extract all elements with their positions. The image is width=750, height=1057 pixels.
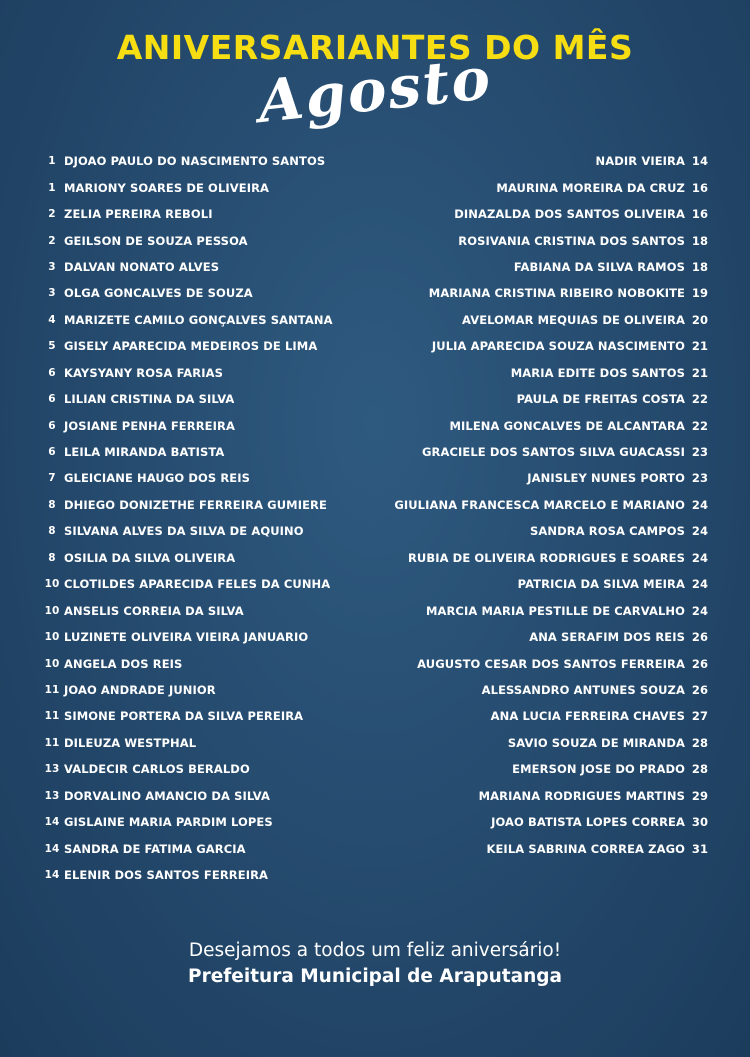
birthday-day: 14 — [44, 842, 60, 855]
list-item — [40, 545, 360, 571]
birthday-day: 18 — [691, 233, 709, 248]
birthday-name: GLEICIANE HAUGO DOS REIS — [64, 471, 251, 486]
list-item — [360, 677, 715, 703]
footer-greeting: Desejamos a todos um feliz aniversário! — [188, 940, 562, 961]
birthday-name: KAYSYANY ROSA FARIAS — [64, 365, 223, 380]
birthday-name: DHIEGO DONIZETHE FERREIRA GUMIERE — [64, 497, 327, 512]
birthday-day: 20 — [691, 312, 709, 327]
birthday-day: 24 — [691, 497, 709, 512]
birthday-name: SANDRA ROSA CAMPOS — [529, 524, 685, 539]
birthday-day: 11 — [44, 736, 60, 749]
birthday-name: JOSIANE PENHA FERREIRA — [64, 418, 235, 433]
birthday-name: JOAO BATISTA LOPES CORREA — [491, 815, 685, 830]
birthday-day: 24 — [691, 524, 709, 539]
list-item — [40, 280, 360, 306]
list-item — [40, 703, 360, 729]
list-item — [360, 703, 715, 729]
list-item — [360, 360, 715, 386]
birthday-day: 14 — [44, 816, 60, 829]
birthday-day: 22 — [691, 392, 709, 407]
birthday-name: MARIONY SOARES DE OLIVEIRA — [64, 180, 270, 195]
list-item — [40, 730, 360, 756]
birthday-day: 2 — [48, 208, 56, 221]
list-item — [360, 307, 715, 333]
birthday-name: EMERSON JOSE DO PRADO — [512, 762, 685, 777]
birthday-name: VALDECIR CARLOS BERALDO — [64, 762, 250, 777]
footer-organization: Prefeitura Municipal de Araputanga — [188, 966, 562, 987]
list-item — [40, 360, 360, 386]
birthday-day: 16 — [691, 207, 709, 222]
birthday-name: PATRICIA DA SILVA MEIRA — [517, 577, 685, 592]
birthday-name: GIULIANA FRANCESCA MARCELO E MARIANO — [394, 497, 685, 512]
birthday-day: 10 — [44, 578, 60, 591]
birthday-day: 26 — [691, 630, 709, 645]
birthday-day: 13 — [44, 763, 60, 776]
birthday-name: LILIAN CRISTINA DA SILVA — [64, 392, 235, 407]
birthday-name: KEILA SABRINA CORREA ZAGO — [486, 841, 685, 856]
birthday-day: 16 — [691, 180, 709, 195]
birthday-day: 23 — [691, 445, 709, 460]
list-item — [360, 280, 715, 306]
birthday-name: MARCIA MARIA PESTILLE DE CARVALHO — [425, 603, 685, 618]
list-item — [360, 227, 715, 253]
list-item — [40, 650, 360, 676]
birthday-day: 5 — [48, 340, 56, 353]
birthday-day: 29 — [691, 788, 709, 803]
list-item — [40, 148, 360, 174]
list-item — [360, 254, 715, 280]
birthday-name: AUGUSTO CESAR DOS SANTOS FERREIRA — [417, 656, 685, 671]
birthday-day: 7 — [48, 472, 56, 485]
list-item — [360, 756, 715, 782]
list-item — [40, 174, 360, 200]
birthday-name: RUBIA DE OLIVEIRA RODRIGUES E SOARES — [407, 550, 685, 565]
birthday-name: MAURINA MOREIRA DA CRUZ — [496, 180, 685, 195]
list-item — [360, 783, 715, 809]
birthday-day: 24 — [691, 577, 709, 592]
birthday-name: LUZINETE OLIVEIRA VIEIRA JANUARIO — [64, 630, 309, 645]
list-item — [40, 677, 360, 703]
birthday-name: GEILSON DE SOUZA PESSOA — [64, 233, 248, 248]
birthday-name: CLOTILDES APARECIDA FELES DA CUNHA — [64, 577, 331, 592]
birthday-day: 28 — [691, 735, 709, 750]
list-item — [360, 201, 715, 227]
birthday-name: DILEUZA WESTPHAL — [64, 735, 197, 750]
birthday-name: MARIANA CRISTINA RIBEIRO NOBOKITE — [428, 286, 685, 301]
list-item — [40, 624, 360, 650]
birthday-name: SILVANA ALVES DA SILVA DE AQUINO — [64, 524, 304, 539]
birthday-day: 21 — [691, 339, 709, 354]
birthday-name: PAULA DE FREITAS COSTA — [516, 392, 685, 407]
birthday-name: ELENIR DOS SANTOS FERREIRA — [64, 868, 269, 883]
birthday-name: LEILA MIRANDA BATISTA — [64, 445, 225, 460]
birthday-day: 23 — [691, 471, 709, 486]
birthday-name: AVELOMAR MEQUIAS DE OLIVEIRA — [461, 312, 685, 327]
birthday-name: MARIANA RODRIGUES MARTINS — [478, 788, 685, 803]
birthday-name: DJOAO PAULO DO NASCIMENTO SANTOS — [64, 154, 326, 169]
birthday-name: NADIR VIEIRA — [595, 154, 685, 169]
birthday-name: MARIA EDITE DOS SANTOS — [510, 365, 685, 380]
list-item — [40, 756, 360, 782]
list-item — [360, 545, 715, 571]
list-item — [40, 386, 360, 412]
birthday-day: 6 — [48, 366, 56, 379]
birthday-name: ROSIVANIA CRISTINA DOS SANTOS — [458, 233, 685, 248]
birthday-name: GISELY APARECIDA MEDEIROS DE LIMA — [64, 339, 318, 354]
list-item — [40, 835, 360, 861]
list-item — [360, 439, 715, 465]
birthday-day: 10 — [44, 631, 60, 644]
birthday-day: 30 — [691, 815, 709, 830]
list-item — [40, 783, 360, 809]
list-item — [360, 571, 715, 597]
list-item — [40, 254, 360, 280]
birthday-day: 10 — [44, 657, 60, 670]
birthday-day: 10 — [44, 604, 60, 617]
birthday-day: 1 — [48, 181, 56, 194]
birthday-name: ANA LUCIA FERREIRA CHAVES — [490, 709, 685, 724]
list-item — [360, 809, 715, 835]
birthday-day: 8 — [48, 551, 56, 564]
birthday-name: SAVIO SOUZA DE MIRANDA — [507, 735, 685, 750]
birthday-day: 14 — [691, 154, 709, 169]
birthday-name: FABIANA DA SILVA RAMOS — [513, 259, 685, 274]
list-item — [40, 439, 360, 465]
birthday-name: OSILIA DA SILVA OLIVEIRA — [64, 550, 236, 565]
birthday-day: 2 — [48, 234, 56, 247]
list-item — [40, 492, 360, 518]
list-item — [360, 174, 715, 200]
list-item — [360, 465, 715, 491]
birthday-name: DALVAN NONATO ALVES — [64, 259, 220, 274]
birthday-list-left — [40, 148, 360, 888]
list-item — [40, 571, 360, 597]
birthday-day: 11 — [44, 683, 60, 696]
birthday-name: MARIZETE CAMILO GONÇALVES SANTANA — [64, 312, 333, 327]
birthday-day: 4 — [48, 313, 56, 326]
birthday-name: SIMONE PORTERA DA SILVA PEREIRA — [64, 709, 304, 724]
list-item — [360, 730, 715, 756]
birthday-name: ANGELA DOS REIS — [64, 656, 183, 671]
list-item — [360, 412, 715, 438]
birthday-day: 28 — [691, 762, 709, 777]
birthday-name: ANA SERAFIM DOS REIS — [529, 630, 685, 645]
birthday-name: JANISLEY NUNES PORTO — [527, 471, 685, 486]
list-item — [40, 333, 360, 359]
list-item — [40, 227, 360, 253]
list-item — [40, 412, 360, 438]
list-item — [40, 809, 360, 835]
birthday-name: SANDRA DE FATIMA GARCIA — [64, 841, 246, 856]
birthday-day: 11 — [44, 710, 60, 723]
birthday-day: 21 — [691, 365, 709, 380]
list-item — [40, 518, 360, 544]
birthday-day: 18 — [691, 259, 709, 274]
birthday-name: JOAO ANDRADE JUNIOR — [64, 682, 216, 697]
birthday-day: 1 — [48, 155, 56, 168]
list-item — [360, 333, 715, 359]
birthday-day: 8 — [48, 498, 56, 511]
birthday-list-right — [360, 148, 715, 862]
list-item — [360, 624, 715, 650]
list-item — [360, 148, 715, 174]
month-script-title: Agosto — [254, 43, 496, 137]
list-item — [40, 862, 360, 888]
birthday-day: 8 — [48, 525, 56, 538]
birthday-day: 6 — [48, 446, 56, 459]
birthday-day: 19 — [691, 286, 709, 301]
birthday-day: 27 — [691, 709, 709, 724]
birthday-day: 24 — [691, 603, 709, 618]
birthday-day: 13 — [44, 789, 60, 802]
birthday-day: 6 — [48, 419, 56, 432]
list-item — [360, 650, 715, 676]
birthday-name: ALESSANDRO ANTUNES SOUZA — [481, 682, 685, 697]
list-item — [360, 492, 715, 518]
birthday-name: JULIA APARECIDA SOUZA NASCIMENTO — [431, 339, 685, 354]
list-item — [40, 465, 360, 491]
page-title: ANIVERSARIANTES DO MÊS — [116, 28, 634, 67]
birthday-day: 26 — [691, 656, 709, 671]
birthday-day: 24 — [691, 550, 709, 565]
birthday-name: MILENA GONCALVES DE ALCANTARA — [449, 418, 685, 433]
birthday-day: 22 — [691, 418, 709, 433]
birthday-day: 6 — [48, 393, 56, 406]
list-item — [360, 386, 715, 412]
list-item — [40, 307, 360, 333]
list-item — [360, 597, 715, 623]
list-item — [360, 835, 715, 861]
list-item — [360, 518, 715, 544]
birthday-day: 14 — [44, 869, 60, 882]
birthday-name: GISLAINE MARIA PARDIM LOPES — [64, 815, 273, 830]
birthday-name: GRACIELE DOS SANTOS SILVA GUACASSI — [422, 445, 685, 460]
birthday-day: 3 — [48, 287, 56, 300]
birthday-day: 31 — [691, 841, 709, 856]
birthday-name: DORVALINO AMANCIO DA SILVA — [64, 788, 270, 803]
birthday-name: DINAZALDA DOS SANTOS OLIVEIRA — [454, 207, 685, 222]
birthday-day: 3 — [48, 260, 56, 273]
birthday-day: 26 — [691, 682, 709, 697]
birthday-name: OLGA GONCALVES DE SOUZA — [64, 286, 253, 301]
birthday-name: ANSELIS CORREIA DA SILVA — [64, 603, 244, 618]
list-item — [40, 201, 360, 227]
birthday-name: ZELIA PEREIRA REBOLI — [64, 207, 213, 222]
list-item — [40, 597, 360, 623]
